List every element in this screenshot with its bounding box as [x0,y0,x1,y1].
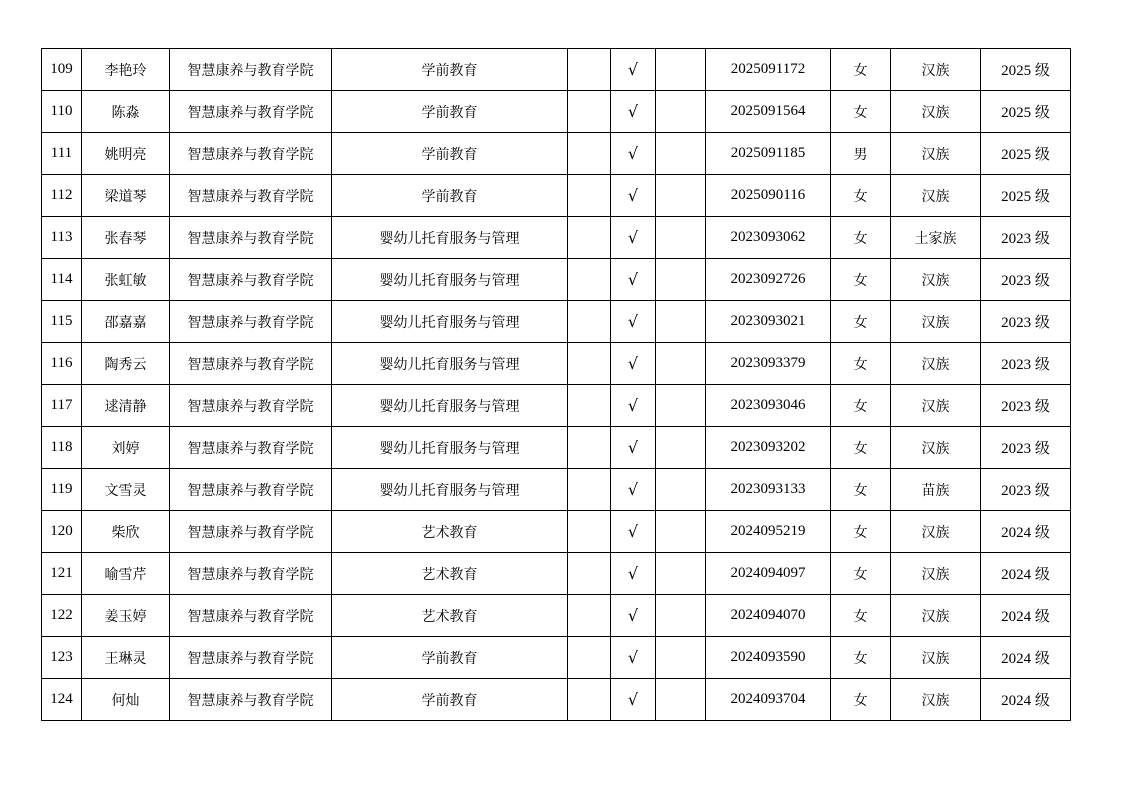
major-cell: 婴幼儿托育服务与管理 [332,259,568,301]
student-id-cell: 2023093379 [706,343,831,385]
blank-column-cell [656,637,706,679]
checkmark-cell: √ [611,511,656,553]
grade-cell: 2023 级 [981,301,1071,343]
blank-column-cell [656,553,706,595]
ethnicity-cell: 汉族 [891,133,981,175]
student-name-cell: 张虹敏 [82,259,170,301]
table-row [42,301,1071,343]
table-row [42,217,1071,259]
blank-column-cell [568,679,611,721]
checkmark-cell: √ [611,133,656,175]
blank-column-cell [568,217,611,259]
checkmark-cell: √ [611,301,656,343]
blank-column-cell [568,259,611,301]
gender-cell: 女 [831,427,891,469]
gender-cell: 女 [831,679,891,721]
student-name-cell: 何灿 [82,679,170,721]
major-cell: 艺术教育 [332,553,568,595]
checkmark-cell: √ [611,385,656,427]
student-name-cell: 陶秀云 [82,343,170,385]
student-id-cell: 2025091564 [706,91,831,133]
grade-cell: 2024 级 [981,553,1071,595]
blank-column-cell [656,511,706,553]
table-row [42,133,1071,175]
table-row [42,595,1071,637]
blank-column-cell [568,301,611,343]
checkmark-cell: √ [611,91,656,133]
table-row [42,259,1071,301]
major-cell: 婴幼儿托育服务与管理 [332,469,568,511]
student-id-cell: 2025091185 [706,133,831,175]
gender-cell: 女 [831,91,891,133]
gender-cell: 女 [831,637,891,679]
major-cell: 艺术教育 [332,511,568,553]
student-name-cell: 刘婷 [82,427,170,469]
college-cell: 智慧康养与教育学院 [170,595,332,637]
major-cell: 学前教育 [332,133,568,175]
blank-column-cell [656,91,706,133]
ethnicity-cell: 汉族 [891,301,981,343]
table-row [42,385,1071,427]
college-cell: 智慧康养与教育学院 [170,511,332,553]
ethnicity-cell: 汉族 [891,343,981,385]
blank-column-cell [656,343,706,385]
blank-column-cell [568,343,611,385]
college-cell: 智慧康养与教育学院 [170,637,332,679]
student-name-cell: 梁道琴 [82,175,170,217]
student-id-cell: 2024094070 [706,595,831,637]
student-id-cell: 2024094097 [706,553,831,595]
student-name-cell: 李艳玲 [82,49,170,91]
gender-cell: 男 [831,133,891,175]
checkmark-cell: √ [611,637,656,679]
row-number-cell: 124 [42,679,82,721]
ethnicity-cell: 汉族 [891,175,981,217]
ethnicity-cell: 汉族 [891,553,981,595]
table-body [42,49,1071,721]
major-cell: 学前教育 [332,175,568,217]
student-name-cell: 王琳灵 [82,637,170,679]
ethnicity-cell: 汉族 [891,595,981,637]
table-row [42,175,1071,217]
blank-column-cell [656,469,706,511]
blank-column-cell [568,553,611,595]
ethnicity-cell: 土家族 [891,217,981,259]
table-row [42,49,1071,91]
major-cell: 婴幼儿托育服务与管理 [332,343,568,385]
blank-column-cell [568,49,611,91]
table-row [42,511,1071,553]
blank-column-cell [568,175,611,217]
row-number-cell: 118 [42,427,82,469]
row-number-cell: 122 [42,595,82,637]
student-id-cell: 2025091172 [706,49,831,91]
student-name-cell: 文雪灵 [82,469,170,511]
college-cell: 智慧康养与教育学院 [170,679,332,721]
grade-cell: 2023 级 [981,217,1071,259]
row-number-cell: 110 [42,91,82,133]
student-name-cell: 柴欣 [82,511,170,553]
ethnicity-cell: 汉族 [891,637,981,679]
major-cell: 学前教育 [332,679,568,721]
row-number-cell: 115 [42,301,82,343]
college-cell: 智慧康养与教育学院 [170,469,332,511]
student-id-cell: 2024093590 [706,637,831,679]
college-cell: 智慧康养与教育学院 [170,49,332,91]
major-cell: 学前教育 [332,637,568,679]
checkmark-cell: √ [611,595,656,637]
blank-column-cell [656,49,706,91]
blank-column-cell [656,217,706,259]
table-row [42,91,1071,133]
table-row [42,637,1071,679]
gender-cell: 女 [831,553,891,595]
table-row [42,553,1071,595]
student-id-cell: 2023092726 [706,259,831,301]
grade-cell: 2023 级 [981,427,1071,469]
college-cell: 智慧康养与教育学院 [170,133,332,175]
student-id-cell: 2023093202 [706,427,831,469]
college-cell: 智慧康养与教育学院 [170,175,332,217]
gender-cell: 女 [831,217,891,259]
blank-column-cell [656,175,706,217]
blank-column-cell [568,511,611,553]
college-cell: 智慧康养与教育学院 [170,301,332,343]
blank-column-cell [656,427,706,469]
grade-cell: 2024 级 [981,511,1071,553]
gender-cell: 女 [831,259,891,301]
checkmark-cell: √ [611,679,656,721]
blank-column-cell [656,301,706,343]
table-row [42,427,1071,469]
major-cell: 学前教育 [332,49,568,91]
grade-cell: 2025 级 [981,49,1071,91]
blank-column-cell [656,595,706,637]
student-name-cell: 姚明亮 [82,133,170,175]
blank-column-cell [568,469,611,511]
major-cell: 艺术教育 [332,595,568,637]
major-cell: 婴幼儿托育服务与管理 [332,217,568,259]
blank-column-cell [568,637,611,679]
major-cell: 学前教育 [332,91,568,133]
row-number-cell: 119 [42,469,82,511]
student-roster-table [41,48,1071,721]
blank-column-cell [656,385,706,427]
college-cell: 智慧康养与教育学院 [170,217,332,259]
college-cell: 智慧康养与教育学院 [170,385,332,427]
row-number-cell: 116 [42,343,82,385]
grade-cell: 2025 级 [981,91,1071,133]
gender-cell: 女 [831,595,891,637]
college-cell: 智慧康养与教育学院 [170,91,332,133]
gender-cell: 女 [831,175,891,217]
checkmark-cell: √ [611,427,656,469]
checkmark-cell: √ [611,553,656,595]
blank-column-cell [656,259,706,301]
checkmark-cell: √ [611,469,656,511]
student-name-cell: 陈淼 [82,91,170,133]
grade-cell: 2023 级 [981,469,1071,511]
blank-column-cell [568,595,611,637]
grade-cell: 2023 级 [981,385,1071,427]
blank-column-cell [568,91,611,133]
grade-cell: 2024 级 [981,679,1071,721]
blank-column-cell [568,133,611,175]
major-cell: 婴幼儿托育服务与管理 [332,385,568,427]
row-number-cell: 111 [42,133,82,175]
row-number-cell: 121 [42,553,82,595]
checkmark-cell: √ [611,175,656,217]
ethnicity-cell: 汉族 [891,427,981,469]
row-number-cell: 120 [42,511,82,553]
student-id-cell: 2025090116 [706,175,831,217]
grade-cell: 2025 级 [981,133,1071,175]
grade-cell: 2024 级 [981,637,1071,679]
college-cell: 智慧康养与教育学院 [170,553,332,595]
row-number-cell: 123 [42,637,82,679]
student-id-cell: 2024095219 [706,511,831,553]
ethnicity-cell: 汉族 [891,511,981,553]
ethnicity-cell: 汉族 [891,259,981,301]
ethnicity-cell: 汉族 [891,91,981,133]
student-name-cell: 逑清静 [82,385,170,427]
major-cell: 婴幼儿托育服务与管理 [332,427,568,469]
blank-column-cell [568,427,611,469]
major-cell: 婴幼儿托育服务与管理 [332,301,568,343]
student-id-cell: 2023093046 [706,385,831,427]
college-cell: 智慧康养与教育学院 [170,259,332,301]
ethnicity-cell: 汉族 [891,49,981,91]
blank-column-cell [568,385,611,427]
student-name-cell: 喻雪芹 [82,553,170,595]
table-row [42,469,1071,511]
checkmark-cell: √ [611,217,656,259]
ethnicity-cell: 苗族 [891,469,981,511]
ethnicity-cell: 汉族 [891,385,981,427]
row-number-cell: 114 [42,259,82,301]
grade-cell: 2023 级 [981,343,1071,385]
row-number-cell: 113 [42,217,82,259]
table-row [42,343,1071,385]
blank-column-cell [656,133,706,175]
blank-column-cell [656,679,706,721]
student-id-cell: 2023093133 [706,469,831,511]
student-id-cell: 2024093704 [706,679,831,721]
student-name-cell: 张春琴 [82,217,170,259]
row-number-cell: 109 [42,49,82,91]
gender-cell: 女 [831,385,891,427]
gender-cell: 女 [831,49,891,91]
table-row [42,679,1071,721]
row-number-cell: 117 [42,385,82,427]
college-cell: 智慧康养与教育学院 [170,427,332,469]
grade-cell: 2025 级 [981,175,1071,217]
gender-cell: 女 [831,343,891,385]
ethnicity-cell: 汉族 [891,679,981,721]
grade-cell: 2024 级 [981,595,1071,637]
gender-cell: 女 [831,511,891,553]
gender-cell: 女 [831,301,891,343]
student-id-cell: 2023093021 [706,301,831,343]
checkmark-cell: √ [611,259,656,301]
checkmark-cell: √ [611,343,656,385]
college-cell: 智慧康养与教育学院 [170,343,332,385]
student-id-cell: 2023093062 [706,217,831,259]
row-number-cell: 112 [42,175,82,217]
gender-cell: 女 [831,469,891,511]
student-name-cell: 邵嘉嘉 [82,301,170,343]
student-name-cell: 姜玉婷 [82,595,170,637]
checkmark-cell: √ [611,49,656,91]
grade-cell: 2023 级 [981,259,1071,301]
